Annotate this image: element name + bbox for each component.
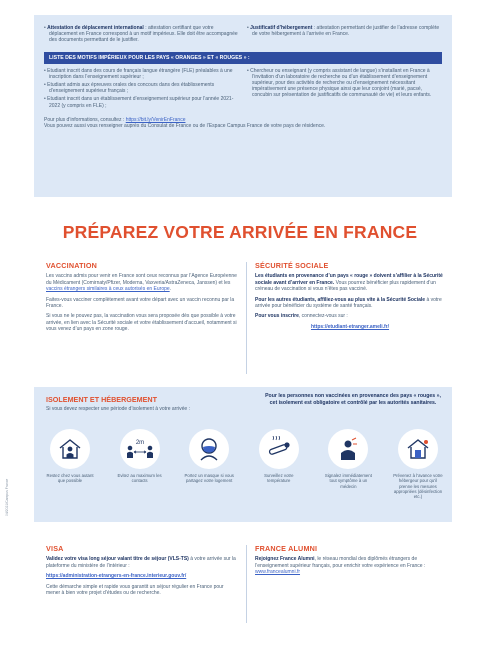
isolement-panel (34, 387, 452, 522)
vaccins-link[interactable]: vaccins étrangers similaires à ceux autorisés en Europe (46, 286, 170, 293)
visa-link[interactable]: https://administration-etrangers-en-france.interieur.gouv.fr/ (46, 573, 187, 580)
securite-heading: SÉCURITÉ SOCIALE (255, 261, 329, 270)
icon-item: Surveillez votre température (253, 429, 305, 499)
page-title: PRÉPAREZ VOTRE ARRIVÉE EN FRANCE (62, 222, 418, 242)
vaccination-paragraph-3: Si vous ne le pouvez pas, la vaccination vous sera proposée dès que possible à votre arrivée, en lien avec la Sécurité sociale et votre établissement d’accueil, notamment si vous venez d’un pays en zone rouge. (46, 313, 237, 333)
icon-item: 2m Evitez au maximum les contacts (114, 429, 166, 499)
securite-sociale-section (255, 263, 445, 334)
column-divider (246, 262, 247, 374)
vaccination-paragraph-2: Faites-vous vacciner complètement avant votre départ avec un vaccin reconnu par la France. (46, 296, 235, 310)
visa-paragraph-1: Validez votre visa long séjour valant titre de séjour (VLS-TS) à votre arrivée sur la plateforme du ministère de l’intérieur : (46, 556, 236, 569)
motifs-right-column (247, 68, 442, 111)
isolement-subtitle: Si vous devez respecter une période d’isolement à votre arrivée : (46, 406, 190, 412)
vaccination-section (46, 263, 238, 337)
host-house-icon (398, 429, 438, 469)
distance-icon (120, 429, 160, 469)
motif-item: • Etudiant admis aux épreuves orales des concours dans des établissements d’enseignement supérieur français ; (44, 82, 215, 95)
motif-item: • Etudiant inscrit dans des cours de français langue étrangère (FLE) préalables à une inscription dans l’enseignement supérieur ; (44, 67, 233, 80)
mask-icon (189, 429, 229, 469)
justificatif-bullet: • Justificatif d’hébergement : attestation permettant de justifier de l’adresse complète de votre hébergement à l’arrivée en France. (247, 25, 440, 38)
securite-paragraph-1: Les étudiants en provenance d’un pays « rouge » doivent s’affilier à la Sécurité sociale avant d’arriver en France. Vous pourrez bénéficier plus rapidement d’un créneau de vaccination si vous n’êtes pas vacciné. (255, 273, 443, 293)
isolement-heading: ISOLEMENT ET HÉBERGEMENT (46, 395, 158, 404)
securite-paragraph-2: Pour les autres étudiants, affiliez-vous au plus vite à la Sécurité Sociale à votre arrivée pour bénéficier du système de santé français. (255, 296, 442, 310)
info-link[interactable]: https://bit.ly/VenirEnFrance (125, 116, 186, 123)
requirements-panel (34, 15, 452, 197)
ameli-link[interactable]: https://etudiant-etranger.ameli.fr/ (310, 323, 390, 330)
visa-heading: VISA (46, 544, 64, 553)
icon-item: Prévenez à l’avance votre hébergeur pour qu’il prenne les mesures appropriées (désinfection etc.) (392, 429, 444, 499)
visa-paragraph-2: Cette démarche simple et rapide vous garantit un séjour régulier en France pour mener à bien votre projet d’études ou de recherche. (46, 583, 224, 597)
vaccination-heading: VACCINATION (46, 261, 98, 270)
visa-section (46, 546, 238, 600)
icon-item: Restez chez vous autant que possible (44, 429, 96, 499)
info-block: Pour plus d’informations, consultez : https://bit.ly/VenirEnFrance Vous pouvez aussi vous renseigner auprès du Consulat de France ou de l’Espace Campus France de votre pays de résidence. (34, 117, 452, 130)
credit-label: 04/2021/Campus France (5, 478, 9, 516)
distance-label: 2m (135, 440, 144, 446)
icon-item: Signalez immédiatement tout symptôme à un médecin (322, 429, 374, 499)
symptom-person-icon (328, 429, 368, 469)
right-column (247, 25, 442, 46)
vaccination-paragraph-1: Les vaccins admis pour venir en France sont ceux reconnus par l’Agence Européenne du Médicament (Comirnaty/Pfizer, Moderna, Vaxveria/AstraZeneca, Janssen) et les vaccins étrangers similaires à ceux autorisés en Europe. (46, 273, 237, 293)
thermometer-icon (259, 429, 299, 469)
securite-paragraph-3: Pour vous inscrire, connectez-vous sur : (255, 313, 348, 320)
left-column (44, 25, 239, 46)
motif-item: • Etudiant inscrit dans un établissement d’enseignement supérieur pour l’année 2021-2022 (y compris en FLE) ; (44, 96, 234, 109)
icon-item: Portez un masque si vous partagez votre logement (183, 429, 235, 499)
column-divider-bottom (246, 545, 247, 623)
motifs-title-bar: LISTE DES MOTIFS IMPÉRIEUX POUR LES PAYS « ORANGES » ET « ROUGES » : (44, 52, 442, 64)
motifs-left-column (44, 68, 239, 111)
alumni-link[interactable]: www.francealumni.fr (255, 569, 301, 576)
alumni-heading: FRANCE ALUMNI (255, 544, 318, 553)
attestation-bullet: • Attestation de déplacement international : attestation certifiant que votre déplacement en France correspond à un motif impérieux. Elle doit être accompagnée des documents permettant de le justifier. (44, 25, 238, 44)
motif-item: • Chercheur ou enseignant (y compris assistant de langue) s’installant en France à l’invitation d’un laboratoire de recherche ou d’un établissement d’enseignement supérieur, pour des activités de recherche ou d’enseignement nécessitant impérativement une présence physique ainsi que leur conjoint (marié, pacsé, concubin sur présentation de justificatifs de communauté de vie) et leurs enfants. (247, 67, 432, 99)
alumni-paragraph: Rejoignez France Alumni, le réseau mondial des diplômés étrangers de l’enseignement supérieur français, pour enrichir votre expérience en France : www.francealumni.fr (255, 556, 426, 576)
house-person-icon (50, 429, 90, 469)
isolement-icons (44, 429, 444, 499)
france-alumni-section (255, 546, 445, 580)
isolement-note: Pour les personnes non vaccinées en provenance des pays « rouges », cet isolement est obligatoire et contrôlé par les autorités sanitaires. (265, 393, 441, 406)
consulate-info: Vous pouvez aussi vous renseigner auprès du Consulat de France ou de l’Espace Campus France de votre pays de résidence. (44, 123, 326, 130)
